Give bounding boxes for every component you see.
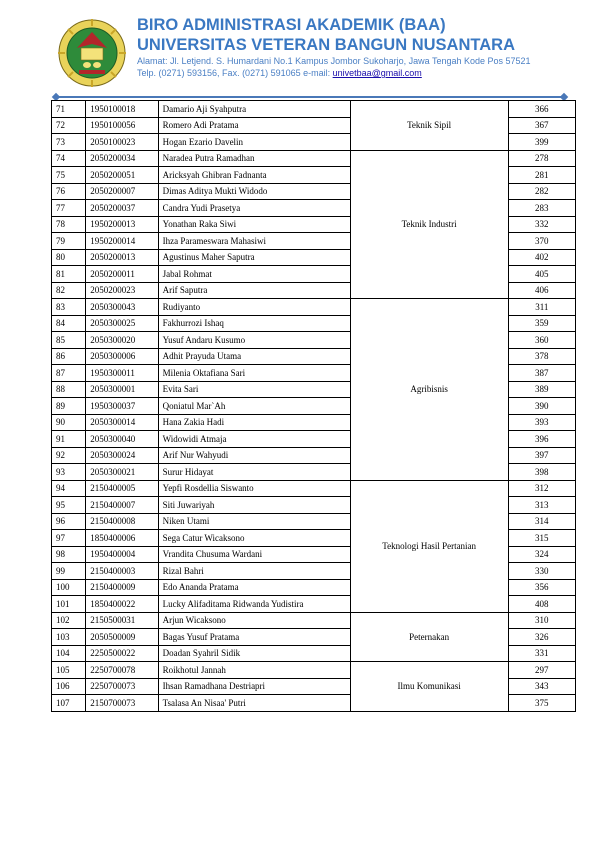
student-id-cell: 1950400004 xyxy=(86,546,158,563)
student-id-cell: 2050300043 xyxy=(86,299,158,316)
student-name-cell: Edo Ananda Pratama xyxy=(158,579,350,596)
table-row xyxy=(52,150,576,167)
student-name-cell: Damario Aji Syahputra xyxy=(158,101,350,118)
student-name-cell: Fakhurrozi Ishaq xyxy=(158,315,350,332)
score-cell: 297 xyxy=(508,662,575,679)
score-cell: 326 xyxy=(508,629,575,646)
student-table-body xyxy=(52,101,576,712)
student-id-cell: 1950300011 xyxy=(86,365,158,382)
student-id-cell: 2250700073 xyxy=(86,678,158,695)
student-id-cell: 2050200034 xyxy=(86,150,158,167)
row-number-cell: 75 xyxy=(52,167,86,184)
row-number-cell: 99 xyxy=(52,563,86,580)
score-cell: 313 xyxy=(508,497,575,514)
student-name-cell: Yepfi Rosdellia Siswanto xyxy=(158,480,350,497)
student-id-cell: 2150400005 xyxy=(86,480,158,497)
score-cell: 366 xyxy=(508,101,575,118)
student-id-cell: 1950100056 xyxy=(86,117,158,134)
student-id-cell: 2050200051 xyxy=(86,167,158,184)
score-cell: 330 xyxy=(508,563,575,580)
email-link[interactable]: univetbaa@gmail.com xyxy=(332,68,422,78)
student-name-cell: Romero Adi Pratama xyxy=(158,117,350,134)
university-name: UNIVERSITAS VETERAN BANGUN NUSANTARA xyxy=(137,36,515,54)
row-number-cell: 83 xyxy=(52,299,86,316)
letterhead xyxy=(57,14,557,96)
row-number-cell: 79 xyxy=(52,233,86,250)
row-number-cell: 87 xyxy=(52,365,86,382)
row-number-cell: 90 xyxy=(52,414,86,431)
score-cell: 324 xyxy=(508,546,575,563)
student-name-cell: Hogan Ezario Davelin xyxy=(158,134,350,151)
row-number-cell: 77 xyxy=(52,200,86,217)
score-cell: 315 xyxy=(508,530,575,547)
student-name-cell: Jabal Rohmat xyxy=(158,266,350,283)
student-name-cell: Dimas Aditya Mukti Widodo xyxy=(158,183,350,200)
student-name-cell: Naradea Putra Ramadhan xyxy=(158,150,350,167)
student-id-cell: 2050300025 xyxy=(86,315,158,332)
score-cell: 343 xyxy=(508,678,575,695)
student-id-cell: 2050300014 xyxy=(86,414,158,431)
student-id-cell: 1950300037 xyxy=(86,398,158,415)
student-name-cell: Niken Utami xyxy=(158,513,350,530)
student-name-cell: Rudiyanto xyxy=(158,299,350,316)
student-name-cell: Rizal Bahri xyxy=(158,563,350,580)
score-cell: 311 xyxy=(508,299,575,316)
row-number-cell: 92 xyxy=(52,447,86,464)
row-number-cell: 78 xyxy=(52,216,86,233)
student-id-cell: 1850400006 xyxy=(86,530,158,547)
student-name-cell: Milenia Oktafiana Sari xyxy=(158,365,350,382)
row-number-cell: 105 xyxy=(52,662,86,679)
student-id-cell: 2050200037 xyxy=(86,200,158,217)
table-row xyxy=(52,612,576,629)
student-name-cell: Candra Yudi Prasetya xyxy=(158,200,350,217)
score-cell: 332 xyxy=(508,216,575,233)
student-id-cell: 2050200007 xyxy=(86,183,158,200)
score-cell: 278 xyxy=(508,150,575,167)
score-cell: 281 xyxy=(508,167,575,184)
student-id-cell: 2050300021 xyxy=(86,464,158,481)
score-cell: 390 xyxy=(508,398,575,415)
row-number-cell: 82 xyxy=(52,282,86,299)
table-row xyxy=(52,662,576,679)
student-id-cell: 2050200013 xyxy=(86,249,158,266)
student-name-cell: Siti Juwariyah xyxy=(158,497,350,514)
student-name-cell: Arjun Wicaksono xyxy=(158,612,350,629)
student-name-cell: Arif Nur Wahyudi xyxy=(158,447,350,464)
score-cell: 406 xyxy=(508,282,575,299)
row-number-cell: 106 xyxy=(52,678,86,695)
row-number-cell: 84 xyxy=(52,315,86,332)
score-cell: 331 xyxy=(508,645,575,662)
table-row xyxy=(52,101,576,118)
student-id-cell: 2250500022 xyxy=(86,645,158,662)
student-name-cell: Hana Zakia Hadi xyxy=(158,414,350,431)
student-id-cell: 1850400022 xyxy=(86,596,158,613)
score-cell: 314 xyxy=(508,513,575,530)
contact-prefix: Telp. (0271) 593156, Fax. (0271) 591065 e-mail: xyxy=(137,68,333,78)
row-number-cell: 76 xyxy=(52,183,86,200)
score-cell: 310 xyxy=(508,612,575,629)
student-name-cell: Aricksyah Ghibran Fadnanta xyxy=(158,167,350,184)
row-number-cell: 102 xyxy=(52,612,86,629)
student-name-cell: Sega Catur Wicaksono xyxy=(158,530,350,547)
student-id-cell: 1950200014 xyxy=(86,233,158,250)
score-cell: 312 xyxy=(508,480,575,497)
student-name-cell: Evita Sari xyxy=(158,381,350,398)
student-id-cell: 2250700078 xyxy=(86,662,158,679)
student-id-cell: 2150400007 xyxy=(86,497,158,514)
student-id-cell: 1950200013 xyxy=(86,216,158,233)
student-name-cell: Widowidi Atmaja xyxy=(158,431,350,448)
student-id-cell: 2150400008 xyxy=(86,513,158,530)
student-id-cell: 2150700073 xyxy=(86,695,158,712)
score-cell: 399 xyxy=(508,134,575,151)
table-row xyxy=(52,299,576,316)
contact-line xyxy=(137,67,577,79)
student-name-cell: Qoniatul Mar`Ah xyxy=(158,398,350,415)
student-name-cell: Arif Saputra xyxy=(158,282,350,299)
study-program-cell: Teknologi Hasil Pertanian xyxy=(350,480,508,612)
student-id-cell: 2050300024 xyxy=(86,447,158,464)
row-number-cell: 94 xyxy=(52,480,86,497)
student-name-cell: Yusuf Andaru Kusumo xyxy=(158,332,350,349)
student-name-cell: Ihza Parameswara Mahasiwi xyxy=(158,233,350,250)
study-program-cell: Peternakan xyxy=(350,612,508,662)
student-id-cell: 2050200011 xyxy=(86,266,158,283)
row-number-cell: 85 xyxy=(52,332,86,349)
row-number-cell: 81 xyxy=(52,266,86,283)
score-cell: 360 xyxy=(508,332,575,349)
row-number-cell: 100 xyxy=(52,579,86,596)
row-number-cell: 71 xyxy=(52,101,86,118)
score-cell: 405 xyxy=(508,266,575,283)
student-name-cell: Agustinus Maher Saputra xyxy=(158,249,350,266)
student-name-cell: Roikhotul Jannah xyxy=(158,662,350,679)
row-number-cell: 95 xyxy=(52,497,86,514)
score-cell: 397 xyxy=(508,447,575,464)
row-number-cell: 97 xyxy=(52,530,86,547)
office-name: BIRO ADMINISTRASI AKADEMIK (BAA) xyxy=(137,16,446,34)
student-id-cell: 2050300020 xyxy=(86,332,158,349)
student-id-cell: 2050300040 xyxy=(86,431,158,448)
score-cell: 408 xyxy=(508,596,575,613)
address-line: Alamat: Jl. Letjend. S. Humardani No.1 Kampus Jombor Sukoharjo, Jawa Tengah Kode Pos 57521 xyxy=(137,56,531,66)
student-id-cell: 2150500031 xyxy=(86,612,158,629)
student-name-cell: Lucky Alifaditama Ridwanda Yudistira xyxy=(158,596,350,613)
student-id-cell: 2050500009 xyxy=(86,629,158,646)
student-id-cell: 1950100018 xyxy=(86,101,158,118)
row-number-cell: 80 xyxy=(52,249,86,266)
row-number-cell: 91 xyxy=(52,431,86,448)
row-number-cell: 89 xyxy=(52,398,86,415)
score-cell: 398 xyxy=(508,464,575,481)
student-name-cell: Tsalasa An Nisaa' Putri xyxy=(158,695,350,712)
student-id-cell: 2050300006 xyxy=(86,348,158,365)
row-number-cell: 93 xyxy=(52,464,86,481)
score-cell: 387 xyxy=(508,365,575,382)
student-id-cell: 2150400009 xyxy=(86,579,158,596)
table-row xyxy=(52,480,576,497)
score-cell: 370 xyxy=(508,233,575,250)
student-name-cell: Vrandita Chusuma Wardani xyxy=(158,546,350,563)
score-cell: 389 xyxy=(508,381,575,398)
university-logo-icon xyxy=(57,18,127,88)
student-table xyxy=(51,100,576,712)
study-program-cell: Teknik Industri xyxy=(350,150,508,299)
row-number-cell: 96 xyxy=(52,513,86,530)
row-number-cell: 86 xyxy=(52,348,86,365)
row-number-cell: 88 xyxy=(52,381,86,398)
letterhead-divider xyxy=(55,95,565,99)
score-cell: 283 xyxy=(508,200,575,217)
row-number-cell: 107 xyxy=(52,695,86,712)
row-number-cell: 73 xyxy=(52,134,86,151)
score-cell: 359 xyxy=(508,315,575,332)
row-number-cell: 104 xyxy=(52,645,86,662)
score-cell: 378 xyxy=(508,348,575,365)
score-cell: 356 xyxy=(508,579,575,596)
score-cell: 367 xyxy=(508,117,575,134)
score-cell: 396 xyxy=(508,431,575,448)
study-program-cell: Ilmu Komunikasi xyxy=(350,662,508,712)
row-number-cell: 103 xyxy=(52,629,86,646)
student-id-cell: 2050100023 xyxy=(86,134,158,151)
study-program-cell: Agribisnis xyxy=(350,299,508,481)
row-number-cell: 72 xyxy=(52,117,86,134)
student-name-cell: Adhit Prayuda Utama xyxy=(158,348,350,365)
score-cell: 393 xyxy=(508,414,575,431)
student-id-cell: 2150400003 xyxy=(86,563,158,580)
row-number-cell: 74 xyxy=(52,150,86,167)
student-name-cell: Ihsan Ramadhana Destriapri xyxy=(158,678,350,695)
student-name-cell: Surur Hidayat xyxy=(158,464,350,481)
study-program-cell: Teknik Sipil xyxy=(350,101,508,151)
score-cell: 282 xyxy=(508,183,575,200)
student-id-cell: 2050200023 xyxy=(86,282,158,299)
student-id-cell: 2050300001 xyxy=(86,381,158,398)
score-cell: 402 xyxy=(508,249,575,266)
score-cell: 375 xyxy=(508,695,575,712)
row-number-cell: 101 xyxy=(52,596,86,613)
student-name-cell: Bagas Yusuf Pratama xyxy=(158,629,350,646)
row-number-cell: 98 xyxy=(52,546,86,563)
student-name-cell: Yonathan Raka Siwi xyxy=(158,216,350,233)
student-name-cell: Doadan Syahril Sidik xyxy=(158,645,350,662)
